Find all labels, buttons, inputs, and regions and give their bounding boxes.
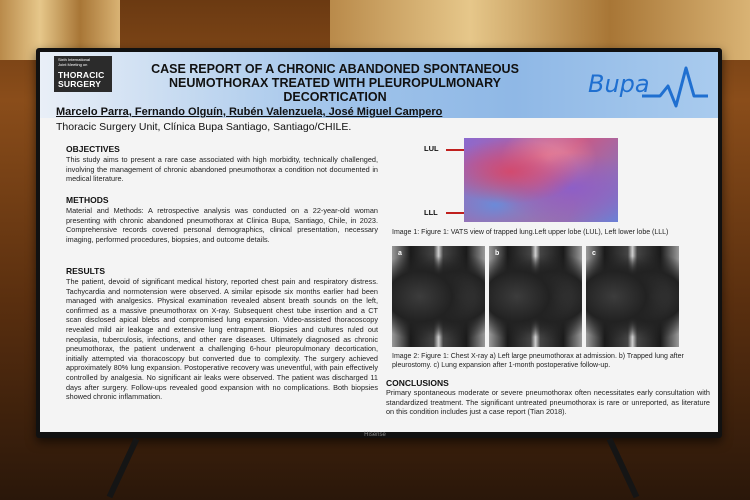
authors: Marcelo Parra, Fernando Olguín, Rubén Valenzuela, José Miguel Campero	[56, 106, 443, 118]
conclusions-text: Primary spontaneous moderate or severe pneumothorax often necessitates early consultation with standardized treatment. The significant untreated pneumothorax is rare or unreported, as literature on this condition includes just a case report (Tian 2018).	[386, 388, 710, 417]
xray-b-image	[489, 246, 582, 347]
results-heading: RESULTS	[66, 266, 106, 276]
affiliation: Thoracic Surgery Unit, Clínica Bupa Santiago, Santiago/CHILE.	[56, 121, 352, 133]
tv-stand-left	[107, 438, 139, 499]
conclusions-heading: CONCLUSIONS	[386, 378, 449, 388]
conference-logo-word2: SURGERY	[58, 79, 102, 89]
vats-surgery-image	[464, 138, 618, 222]
lul-pointer	[446, 149, 466, 151]
tv-stand-right	[607, 438, 639, 499]
results-text: The patient, devoid of significant medical history, reported chest pain and respiratory distress. Tachycardia and normotension were observed. A similar episode six months earlier had been managed with analgesics. Physical examination revealed absent breath sounds on the left, confirmed as a massive pneumothorax on X-ray. Subsequent chest tube insertion and a CT scan disclosed apical blebs and compromised lung expansion. Video-assisted thoracoscopy revealed mild air leakage and extensive lung entrapment. Biopsies and cultures ruled out neoplasia, tuberculosis, infections, and other rare diseases. Ultimately diagnosed as chronic pneumothorax, the patient underwent a challenging 6-hour pleuropulmonary decortication, initially attempted via thoracoscopy but converted due to complexity. The surgery achieved approximately 80% lung expansion. Postoperative recovery was uneventful, with pain effectively controlled by analgesia. No significant air leaks were observed. The patient was discharged 11 days after surgery. Follow-ups revealed good expansion with no complications. Both biopsies showed chronic inflammation.	[66, 277, 378, 402]
xray-c-image	[586, 246, 679, 347]
xray-a-tag: a	[398, 250, 402, 257]
tv-brand-label: Hisense	[364, 432, 386, 438]
lll-label: LLL	[424, 208, 438, 217]
methods-text: Material and Methods: A retrospective analysis was conducted on a 22-year-old woman presenting with chronic abandoned pneumothorax at Clinica Bupa, Santiago, Chile, in 2023. Comprehensive records covered personal demographics, clinical presentation, necessary imaging, performed procedures, biopsies, and outcome details.	[66, 206, 378, 244]
bupa-logo: Bupa	[588, 70, 650, 98]
poster-title: CASE REPORT OF A CHRONIC ABANDONED SPONTANEOUS NEUMOTHORAX TREATED WITH PLEUROPULMONARY DECORTICATION	[151, 62, 519, 104]
lll-pointer	[446, 212, 466, 214]
lul-label: LUL	[424, 144, 439, 153]
xray-c-tag: c	[592, 250, 596, 257]
image2-caption: Image 2: Figure 1: Chest X-ray a) Left large pneumothorax at admission. b) Trapped lung after pleurostomy. c) Lung expansion after 1-month postoperative follow-up.	[392, 353, 684, 369]
poster-screen	[40, 52, 718, 432]
objectives-heading: OBJECTIVES	[66, 144, 120, 154]
xray-b-tag: b	[495, 250, 500, 257]
heartbeat-icon	[640, 60, 710, 108]
objectives-text: This study aims to present a rare case associated with high morbidity, technically challenged, involving the management of chronic abandoned pneumothorax a condition not documented in medical literature.	[66, 155, 378, 184]
image1-caption: Image 1: Figure 1: VATS view of trapped lung.Left upper lobe (LUL), Left lower lobe (LLL)	[392, 229, 669, 236]
conference-logo	[54, 56, 112, 92]
xray-a-image	[392, 246, 485, 347]
conference-logo-word1: THORACIC	[58, 70, 105, 80]
conference-logo-subtitle: Sixth International Joint Meeting on	[58, 57, 91, 67]
methods-heading: METHODS	[66, 195, 109, 205]
